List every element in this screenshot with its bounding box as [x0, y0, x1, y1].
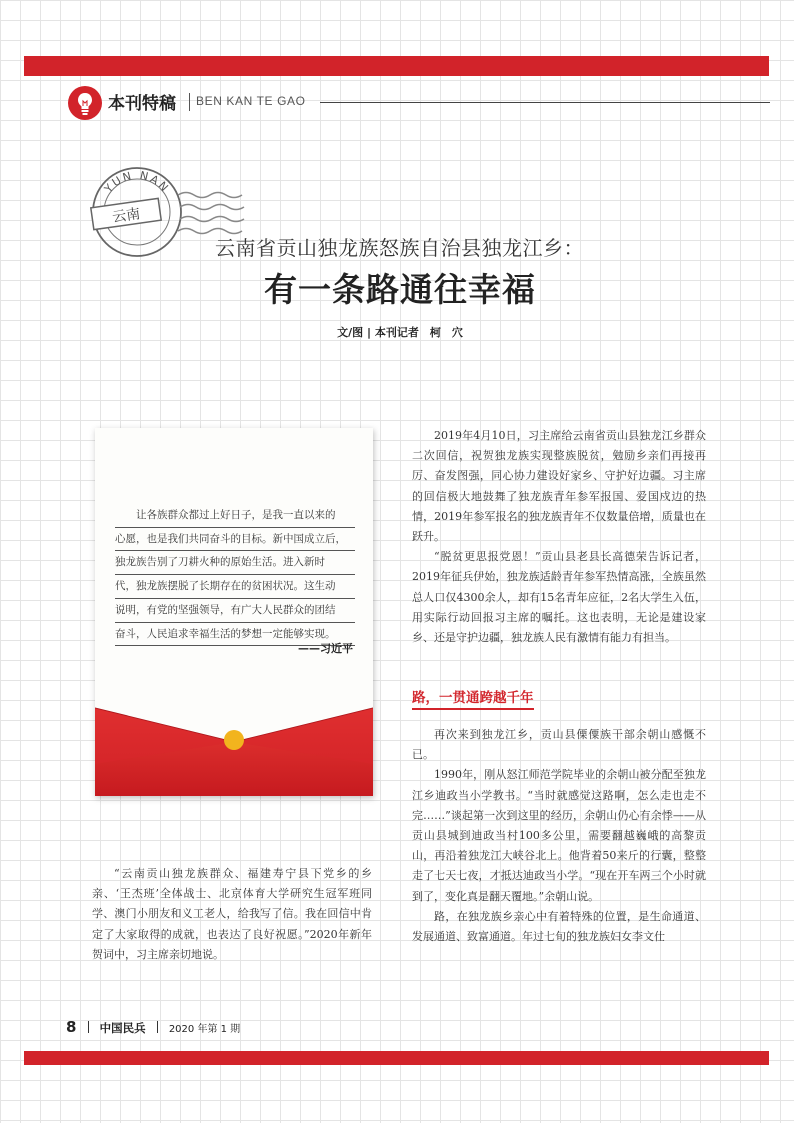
- envelope-seal: [224, 730, 244, 750]
- article-byline: 文/图 | 本刊记者 柯 穴: [337, 326, 463, 339]
- stamp-center-text: 云南: [111, 206, 142, 226]
- red-envelope-graphic: [95, 702, 373, 796]
- footer-divider: [157, 1021, 158, 1033]
- header-divider: [189, 93, 190, 111]
- section-header: [68, 86, 770, 122]
- page-number: 8: [66, 1018, 77, 1036]
- footer-divider: [88, 1021, 89, 1033]
- header-rule: [320, 102, 770, 103]
- issue-number: 2020 年第 1 期: [168, 1024, 241, 1035]
- quote-line: 说明，有党的坚强领导，有广大人民群众的团结: [115, 599, 355, 623]
- right-column-bottom-text: [412, 725, 706, 947]
- paragraph: 1990年，刚从怒江师范学院毕业的余朝山被分配至独龙江乡迪政当小学教书。“当时就感觉这路啊，怎么走也走不完……”谈起第一次到这里的经历，余朝山仍心有余悸——从贡山县城到迪政当村100多公里，需要翻越巍峨的高黎贡山，再沿着独龙江大峡谷北上。他背着50来斤的行囊，整整走了七天七夜，才抵达迪政当小学。“现在开车两三个小时就到了，变化真是翻天覆地。”余朝山说。: [412, 768, 706, 903]
- quote-line: 代，独龙族摆脱了长期存在的贫困状况。这生动: [115, 575, 355, 599]
- paragraph: 再次来到独龙江乡，贡山县傈僳族干部余朝山感慨不已。: [412, 728, 706, 762]
- page-footer: [66, 1017, 240, 1036]
- quote-line: 奋斗，人民追求幸福生活的梦想一定能够实现。: [115, 623, 355, 647]
- section-title: 本刊特稿: [108, 94, 176, 114]
- paragraph: “脱贫更思报党恩！”贡山县老县长高德荣告诉记者，2019年征兵伊始，独龙族适龄青年参军热情高涨，全族虽然总人口仅4300余人，却有15名青年应征，2名大学生入伍，用实际行动回报习主席的嘱托。这也表明，无论是建设家乡、还是守护边疆，独龙族人民有激情有能力有担当。: [412, 550, 706, 645]
- quote-line: 独龙族告别了刀耕火种的原始生活。进入新时: [115, 551, 355, 575]
- magazine-name: 中国民兵: [99, 1021, 146, 1035]
- article-title: 有一条路通往幸福: [264, 270, 536, 309]
- quote-card: [95, 428, 373, 796]
- paragraph: “云南贡山独龙族群众、福建寿宁县下党乡的乡亲、‘王杰班’全体战士、北京体育大学研究生冠军班同学、澳门小朋友和义工老人，给我写了信。我在回信中肯定了大家取得的成就，也表达了良好祝愿。”2020年新年贺词中，习主席亲切地说。: [92, 867, 372, 961]
- article-subtitle: 云南省贡山独龙族怒族自治县独龙江乡：: [215, 236, 584, 260]
- quote-text: [115, 504, 355, 646]
- quote-line: 心愿，也是我们共同奋斗的目标。新中国成立后，: [115, 528, 355, 552]
- top-red-bar: [24, 56, 769, 76]
- svg-text:YUN NAN: [101, 169, 172, 196]
- quote-author: ——习近平: [298, 642, 353, 655]
- stamp-arc-text: YUN NAN: [101, 168, 173, 196]
- section-subtitle: BEN KAN TE GAO: [196, 94, 306, 108]
- bottom-red-bar: [24, 1051, 769, 1065]
- right-column-top-text: [412, 426, 706, 648]
- left-column-text: [92, 864, 372, 965]
- paragraph: 2019年4月10日，习主席给云南省贡山县独龙江乡群众二次回信，祝贺独龙族实现整族脱贫，勉励乡亲们再接再厉、奋发图强，同心协力建设好家乡、守护好边疆。习主席的回信极大地鼓舞了独龙族青年参军报国、爱国戍边的热情，2019年参军报名的独龙族青年不仅数量倍增，质量也在跃升。: [412, 429, 706, 544]
- section-heading: 路，一贯通跨越千年: [412, 686, 534, 710]
- paragraph: 路，在独龙族乡亲心中有着特殊的位置，是生命通道、发展通道、致富通道。年过七旬的独龙族妇女李文仕: [412, 909, 706, 944]
- lightbulb-icon: [68, 86, 102, 120]
- quote-line: 让各族群众都过上好日子，是我一直以来的: [115, 504, 355, 528]
